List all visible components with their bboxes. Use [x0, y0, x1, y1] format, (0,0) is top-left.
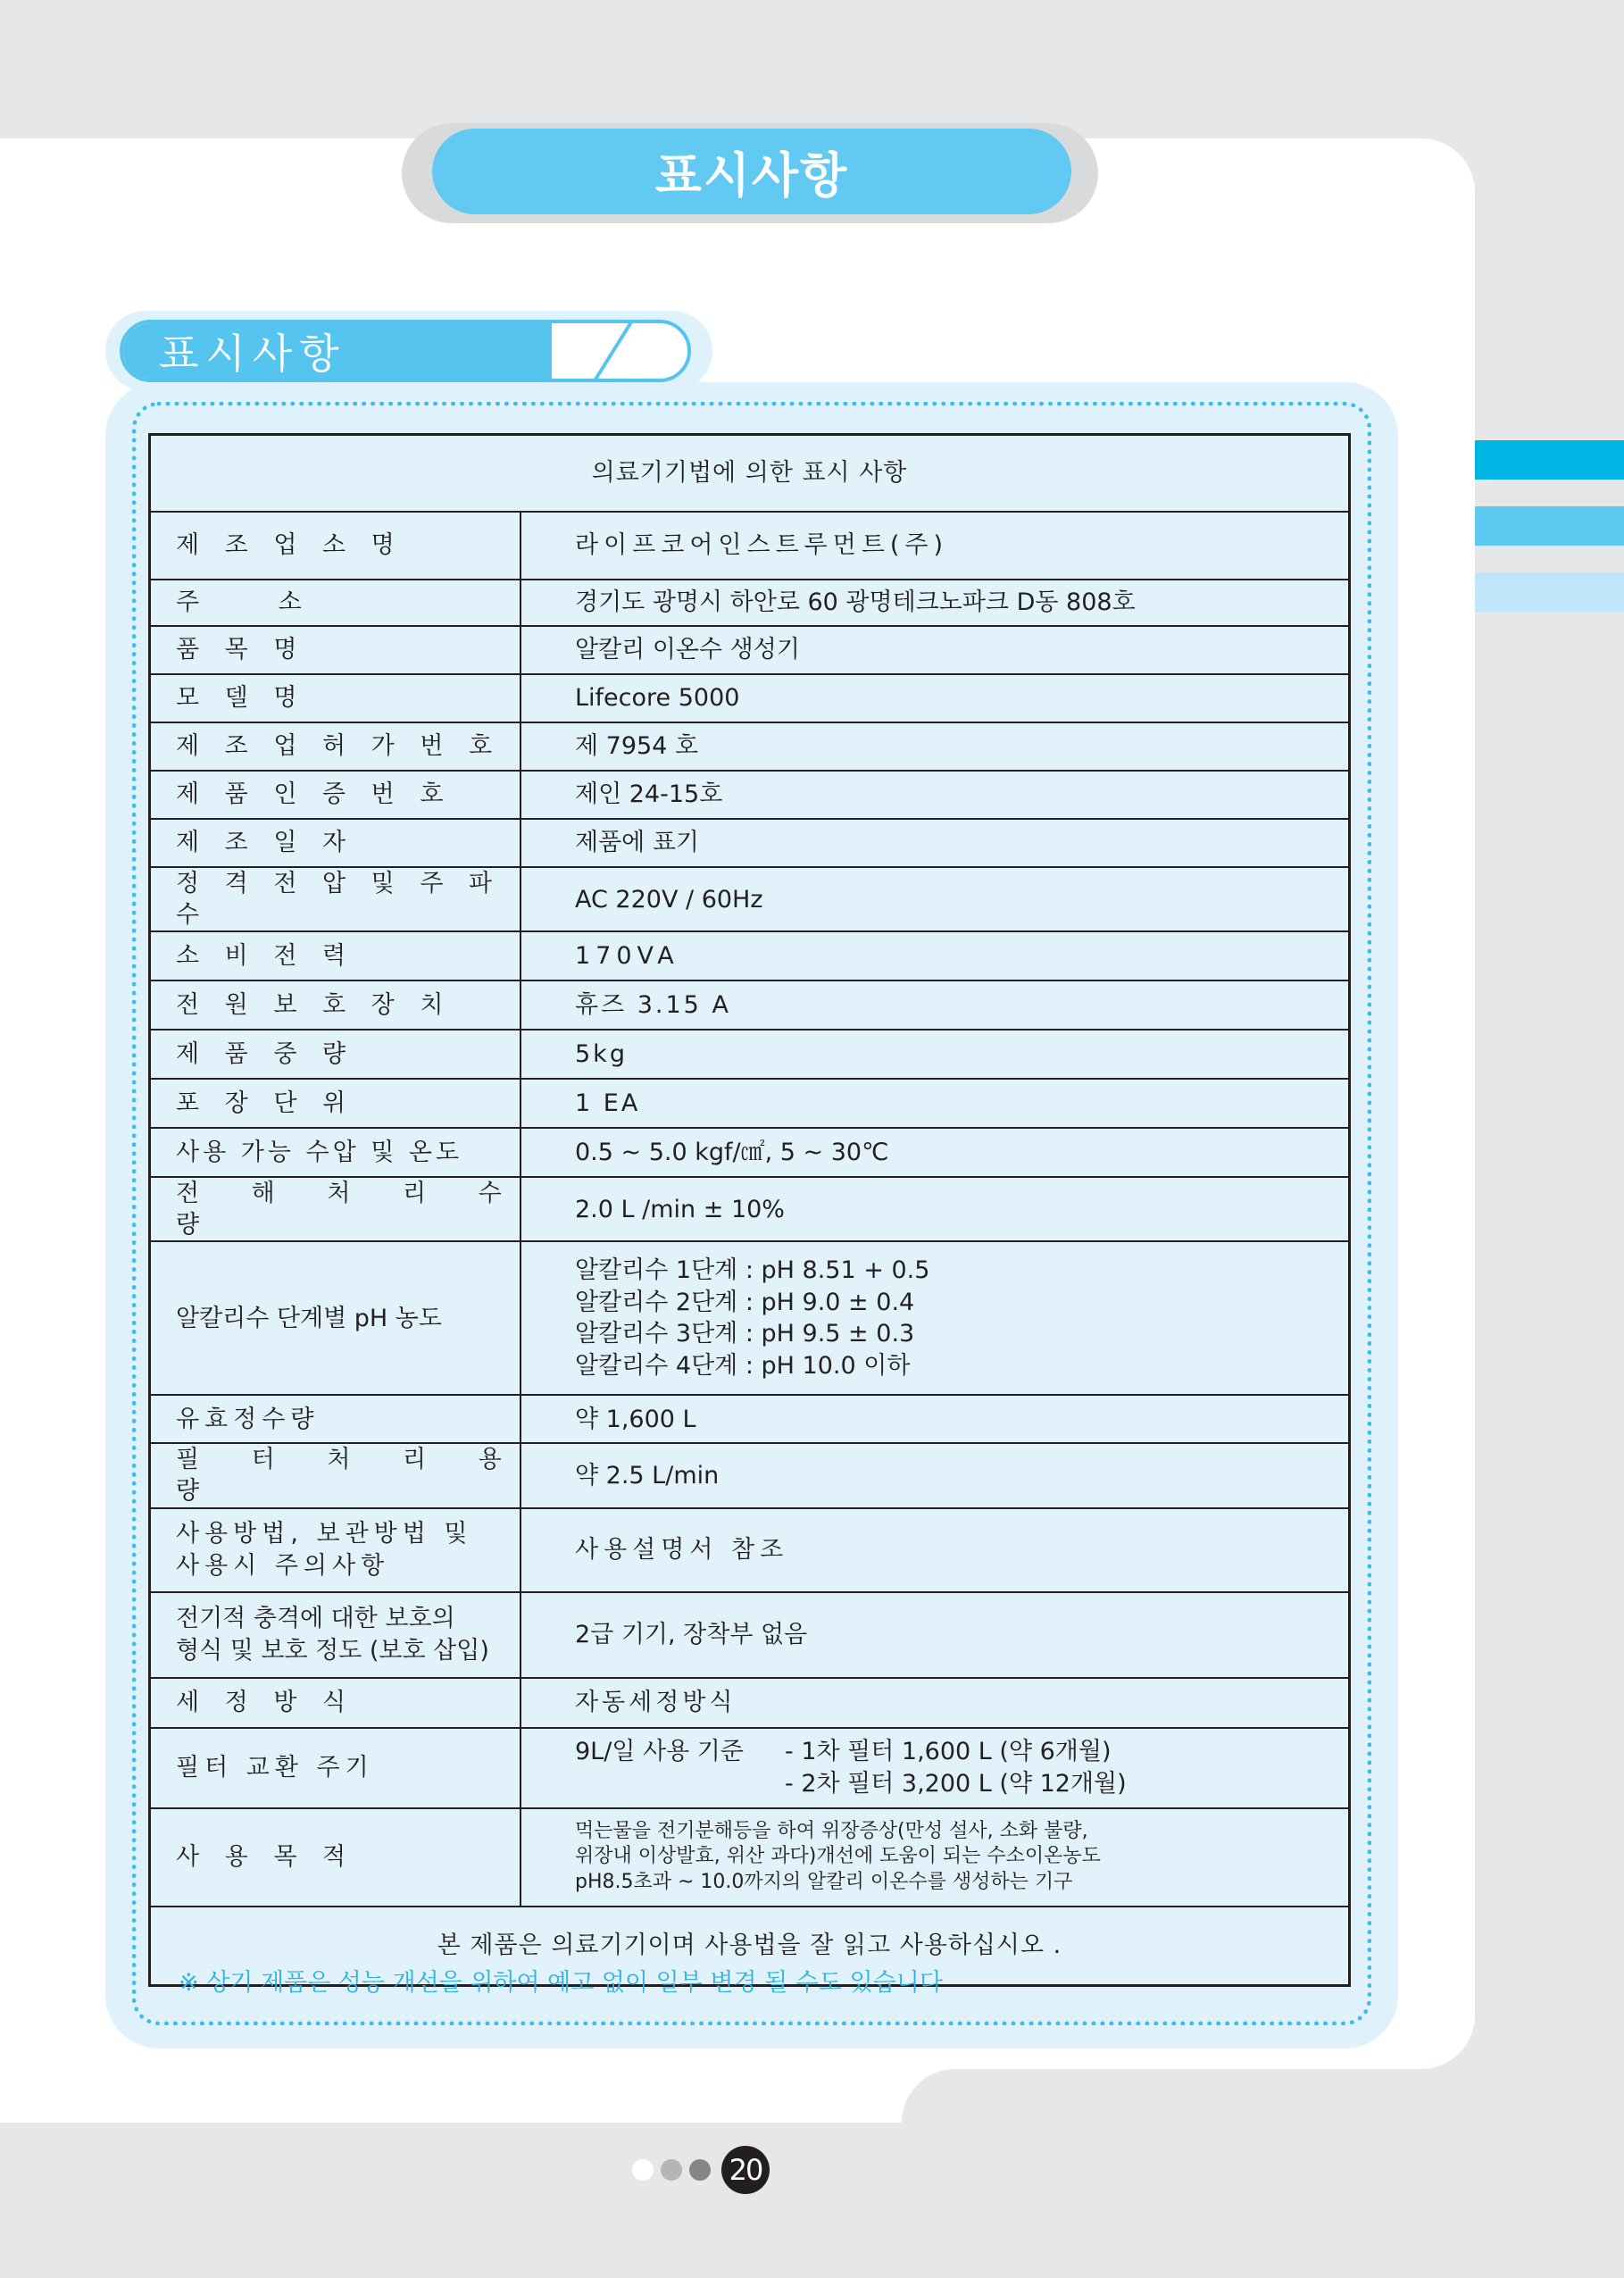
- row-value: 휴즈 3.15 A: [521, 980, 1350, 1030]
- spec-table: [148, 433, 1351, 1987]
- table-row: [150, 1128, 1350, 1177]
- row-value: 경기도 광명시 하안로 60 광명테크노파크 D동 808호: [521, 580, 1350, 626]
- row-value: 0.5 ~ 5.0 kgf/㎠, 5 ~ 30℃: [521, 1128, 1350, 1177]
- row-value: 알칼리 이온수 생성기: [521, 626, 1350, 674]
- side-stripe-2: [1475, 506, 1624, 546]
- table-row: [150, 1079, 1350, 1128]
- row-label: 전 해 처 리 수 량: [150, 1177, 521, 1241]
- side-stripe-3: [1475, 572, 1624, 612]
- side-stripe-1: [1475, 440, 1624, 480]
- table-heading: 의료기기법에 의한 표시 사항: [150, 435, 1350, 513]
- table-row: [150, 771, 1350, 819]
- row-value: 라이프코어인스트루먼트(주): [521, 512, 1350, 580]
- ph-line: 알칼리수 1단계 : pH 8.51 + 0.5: [575, 1256, 930, 1285]
- usage-label: [150, 1508, 521, 1592]
- purpose-label: 사 용 목 적: [150, 1808, 521, 1907]
- table-row-usage: [150, 1508, 1350, 1592]
- page-dot-icon: [661, 2159, 682, 2181]
- ph-line: 알칼리수 4단계 : pH 10.0 이하: [575, 1352, 911, 1380]
- disclaimer-note: ※ 상기 제품은 성능 개선을 위하여 예고 없이 일부 변경 될 수도 있습니다: [179, 1969, 943, 1997]
- row-label: 품 목 명: [150, 626, 521, 674]
- row-value: 170VA: [521, 931, 1350, 980]
- page-dot-icon: [689, 2159, 711, 2181]
- filter-line-1: - 1차 필터 1,600 L (약 6개월): [785, 1738, 1112, 1766]
- table-row: [150, 722, 1350, 771]
- purpose-line: pH8.5초과 ~ 10.0까지의 알칼리 이온수를 생성하는 기구: [575, 1870, 1073, 1893]
- row-value: 제품에 표기: [521, 819, 1350, 867]
- row-label: 주 소: [150, 580, 521, 626]
- row-value: AC 220V / 60Hz: [521, 867, 1350, 931]
- filter-line: [575, 1768, 1348, 1799]
- page-number: 20: [721, 2146, 770, 2194]
- section-label: 표시사항: [159, 330, 346, 378]
- usage-label-line: 사용시 주의사항: [176, 1551, 390, 1580]
- page-title: 표시사항: [432, 129, 1071, 214]
- table-row: [150, 931, 1350, 980]
- table-row: [150, 1678, 1350, 1728]
- shock-value: 2급 기기, 장착부 없음: [521, 1592, 1350, 1678]
- row-label: 제 품 중 량: [150, 1030, 521, 1079]
- filter-basis: 9L/일 사용 기준: [575, 1738, 744, 1766]
- row-label: 소 비 전 력: [150, 931, 521, 980]
- usage-value: 사용설명서 참조: [521, 1508, 1350, 1592]
- table-row: [150, 1395, 1350, 1443]
- page-indicator: [632, 2148, 770, 2192]
- table-row: [150, 980, 1350, 1030]
- shock-label-line: 형식 및 보호 정도 (보호 삽입): [176, 1636, 489, 1665]
- filter-values: [521, 1728, 1350, 1808]
- slash-decoration-icon: [534, 320, 650, 382]
- table-row-shock: [150, 1592, 1350, 1678]
- row-label: 모 델 명: [150, 674, 521, 722]
- shock-label-line: 전기적 충격에 대한 보호의: [176, 1605, 455, 1633]
- row-value: 자동세정방식: [521, 1678, 1350, 1728]
- section-tab: [120, 320, 691, 382]
- row-label: 제 조 업 소 명: [150, 512, 521, 580]
- table-row: [150, 1443, 1350, 1507]
- row-value: 1 EA: [521, 1079, 1350, 1128]
- row-value: 약 1,600 L: [521, 1395, 1350, 1443]
- filter-basis-spacer: [575, 1768, 785, 1799]
- row-label: 포 장 단 위: [150, 1079, 521, 1128]
- row-value: 제 7954 호: [521, 722, 1350, 771]
- purpose-values: [521, 1808, 1350, 1907]
- filter-line-2: - 2차 필터 3,200 L (약 12개월): [785, 1769, 1127, 1798]
- row-label: 제 품 인 증 번 호: [150, 771, 521, 819]
- table-row: [150, 1177, 1350, 1241]
- ph-label: 알칼리수 단계별 pH 농도: [150, 1241, 521, 1395]
- ph-line: 알칼리수 3단계 : pH 9.5 ± 0.3: [575, 1320, 915, 1348]
- row-value: 2.0 L /min ± 10%: [521, 1177, 1350, 1241]
- table-row: [150, 512, 1350, 580]
- row-label: 세 정 방 식: [150, 1678, 521, 1728]
- row-label: 사용 가능 수압 및 온도: [150, 1128, 521, 1177]
- row-label: 정 격 전 압 및 주 파 수: [150, 867, 521, 931]
- row-label: 제 조 업 허 가 번 호: [150, 722, 521, 771]
- table-row: [150, 580, 1350, 626]
- table-row-ph: [150, 1241, 1350, 1395]
- ph-values: [521, 1241, 1350, 1395]
- page-sheet-notch: [0, 2069, 955, 2123]
- table-row: [150, 867, 1350, 931]
- row-value: Lifecore 5000: [521, 674, 1350, 722]
- row-label: 유효정수량: [150, 1395, 521, 1443]
- table-row: [150, 626, 1350, 674]
- table-row: [150, 819, 1350, 867]
- table-row-filter: [150, 1728, 1350, 1808]
- filter-label: 필터 교환 주기: [150, 1728, 521, 1808]
- purpose-line: 위장내 이상발효, 위산 과다)개선에 도움이 되는 수소이온농도: [575, 1845, 1101, 1868]
- purpose-line: 먹는물을 전기분해등을 하여 위장증상(만성 설사, 소화 불량,: [575, 1820, 1088, 1843]
- table-row: [150, 1030, 1350, 1079]
- ph-line: 알칼리수 2단계 : pH 9.0 ± 0.4: [575, 1288, 915, 1316]
- row-value: 약 2.5 L/min: [521, 1443, 1350, 1507]
- row-label: 전 원 보 호 장 치: [150, 980, 521, 1030]
- row-label: 제 조 일 자: [150, 819, 521, 867]
- row-label: 필 터 처 리 용 량: [150, 1443, 521, 1507]
- usage-label-line: 사용방법, 보관방법 및: [176, 1520, 473, 1548]
- page-dot-icon: [632, 2159, 654, 2181]
- row-value: 5kg: [521, 1030, 1350, 1079]
- table-footer: 본 제품은 의료기기이며 사용법을 잘 읽고 사용하십시오 .: [150, 1907, 1350, 1986]
- filter-line: [575, 1736, 1348, 1767]
- table-row-purpose: [150, 1808, 1350, 1907]
- table-heading-row: [150, 435, 1350, 513]
- row-value: 제인 24-15호: [521, 771, 1350, 819]
- shock-label: [150, 1592, 521, 1678]
- table-row: [150, 674, 1350, 722]
